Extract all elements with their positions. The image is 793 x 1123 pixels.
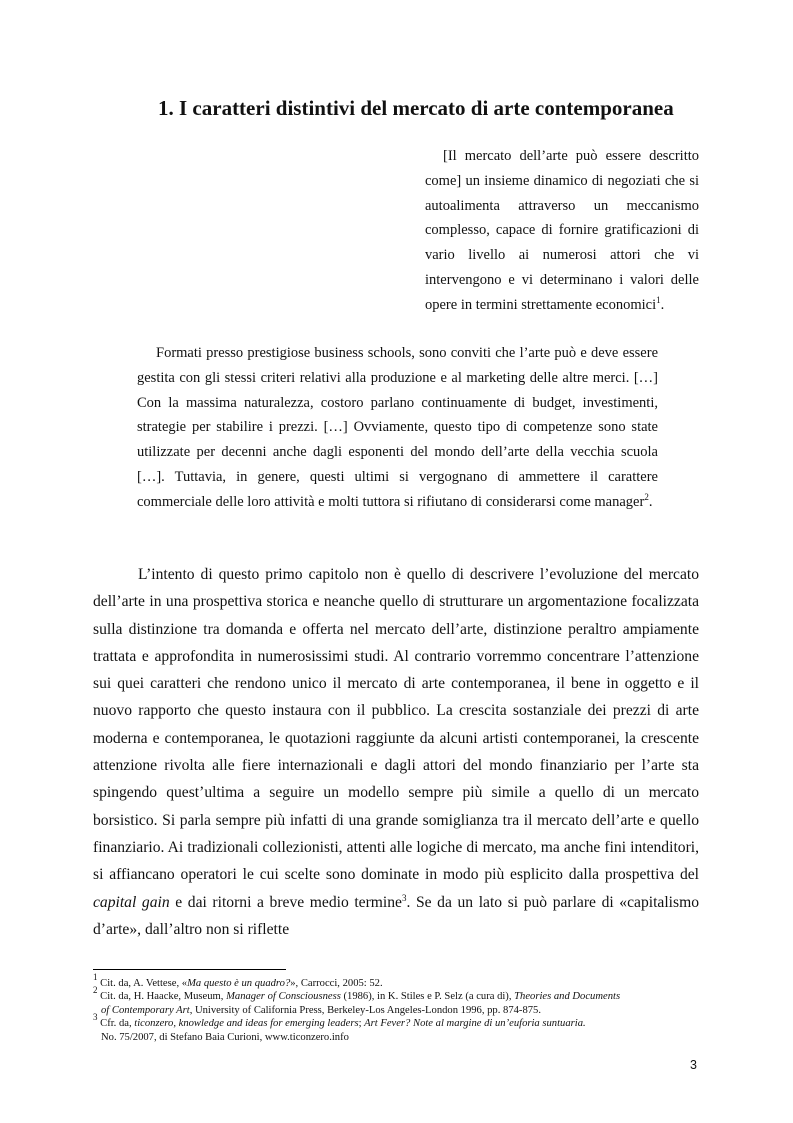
footnote-text: ; (358, 1018, 365, 1030)
block-quote-text: Formati presso prestigiose business schools, sono conviti che l’arte può e deve essere gestita con gli stessi criteri relativi alla produzione e al marketing delle altre merci. […] Con la massima naturalezza, costoro parlano continuamente di budget, investimenti, strategie per stabilire i prezzi. […] Ovviamente, questo tipo di competenze sono state utilizzate per decenni anche dagli esponenti del mondo dell’arte della vecchia scuola […]. Tuttavia, in genere, questi ultimi si vergognano di ammettere il carattere commerciale delle loro attività e molti tuttora si rifiutano di considerarsi come manager (137, 345, 658, 510)
block-quote (137, 341, 658, 515)
footnote-italic: Art Fever? Note al margine di un’euforia suntuaria. (364, 1018, 586, 1030)
footnote-text: Cit. da, A. Vettese, « (97, 978, 188, 989)
footnote-number: 3 (93, 1012, 98, 1023)
page-number: 3 (690, 1058, 697, 1072)
footnote-italic: Theories and Documents (514, 991, 621, 1003)
epigraph-quote (425, 144, 699, 318)
block-quote-end: . (648, 493, 653, 510)
body-italic-term: capital gain (93, 893, 170, 911)
footnote-ref-3[interactable]: 3 (401, 892, 407, 903)
footnote-divider (93, 969, 286, 970)
footnote-text: Cit. da, H. Haacke, Museum, (97, 991, 227, 1003)
footnote-3 (93, 1012, 713, 1044)
footnote-number: 1 (93, 972, 98, 982)
body-text-part-2: e dai ritorni a breve medio termine (169, 893, 402, 911)
footnote-2 (93, 985, 713, 1017)
footnote-continuation (93, 1031, 713, 1044)
footnote-ref-2[interactable]: 2 (644, 491, 649, 502)
footnote-continuation (93, 1004, 713, 1017)
footnote-text: Cfr. da, (97, 1018, 135, 1030)
block-quote-paragraph (137, 341, 658, 515)
epigraph-paragraph (425, 144, 699, 318)
epigraph-end: . (660, 296, 665, 313)
footnote-text: », Carrocci, 2005: 52. (290, 978, 383, 989)
body-text-part-3: . Se da un lato si può parlare di «capitalismo d’arte», dall’altro non si riflette (93, 893, 699, 938)
footnote-text: No. 75/2007, di Stefano Baia Curioni, www.ticonzero.info (101, 1031, 349, 1043)
footnote-italic: Manager of Consciousness (226, 991, 341, 1003)
footnote-text: (1986), in K. Stiles e P. Selz (a cura di), (340, 991, 515, 1003)
footnote-italic: ticonzero, knowledge and ideas for emerging leaders (134, 1018, 359, 1030)
footnote-italic: Ma questo è un quadro? (187, 978, 291, 989)
footnote-1 (93, 972, 713, 990)
footnote-italic: of Contemporary Art (101, 1004, 190, 1016)
footnotes (93, 972, 713, 1044)
epigraph-text: [Il mercato dell’arte può essere descritto come] un insieme dinamico di negoziati che si autoalimenta attraverso un meccanismo complesso, capace di fornire gratificazioni di vario livello ai numerosi attori che vi intervengono e vi determinano i valori delle opere in termini strettamente economici (425, 148, 699, 313)
body-text (93, 561, 699, 943)
body-paragraph (93, 561, 699, 943)
body-text-part-1: L’intento di questo primo capitolo non è quello di descrivere l’evoluzione del mercato dell’arte in una prospettiva storica e neanche quello di strutturare un argomentazione focalizzata sulla distinzione tra domanda e offerta nel mercato dell’arte, distinzione peraltro ampiamente trattata e approfondita in numerosissimi studi. Al contrario vorremmo concentrare l’attenzione sui quei caratteri che rendono unico il mercato di arte contemporanea, il bene in oggetto e il nuovo rapporto che questo instaura con il pubblico. La crescita sostanziale dei prezzi di arte moderna e contemporanea, le quotazioni raggiunte da alcuni artisti contemporanei, la crescente attenzione rivolta alle fiere internazionali e dagli attori del mondo finanziario per l’arte sta spingendo quest’ultima a seguire un modello sempre più simile a quello di un mercato borsistico. Si parla sempre più infatti di una grande somiglianza tra il mercato dell’arte e quello finanziario. Ai tradizionali collezionisti, attenti alle logiche di mercato, ma anche fini intenditori, si affiancano operatori le cui scelte sono dominate in modo più esplicito dalla prospettiva del (93, 566, 699, 884)
footnote-number: 2 (93, 985, 98, 996)
footnote-ref-1[interactable]: 1 (656, 294, 661, 305)
footnote-text: , University of California Press, Berkeley-Los Angeles-London 1996, pp. 874-875. (189, 1004, 541, 1016)
chapter-title: 1. I caratteri distintivi del mercato di arte contemporanea (158, 96, 674, 120)
